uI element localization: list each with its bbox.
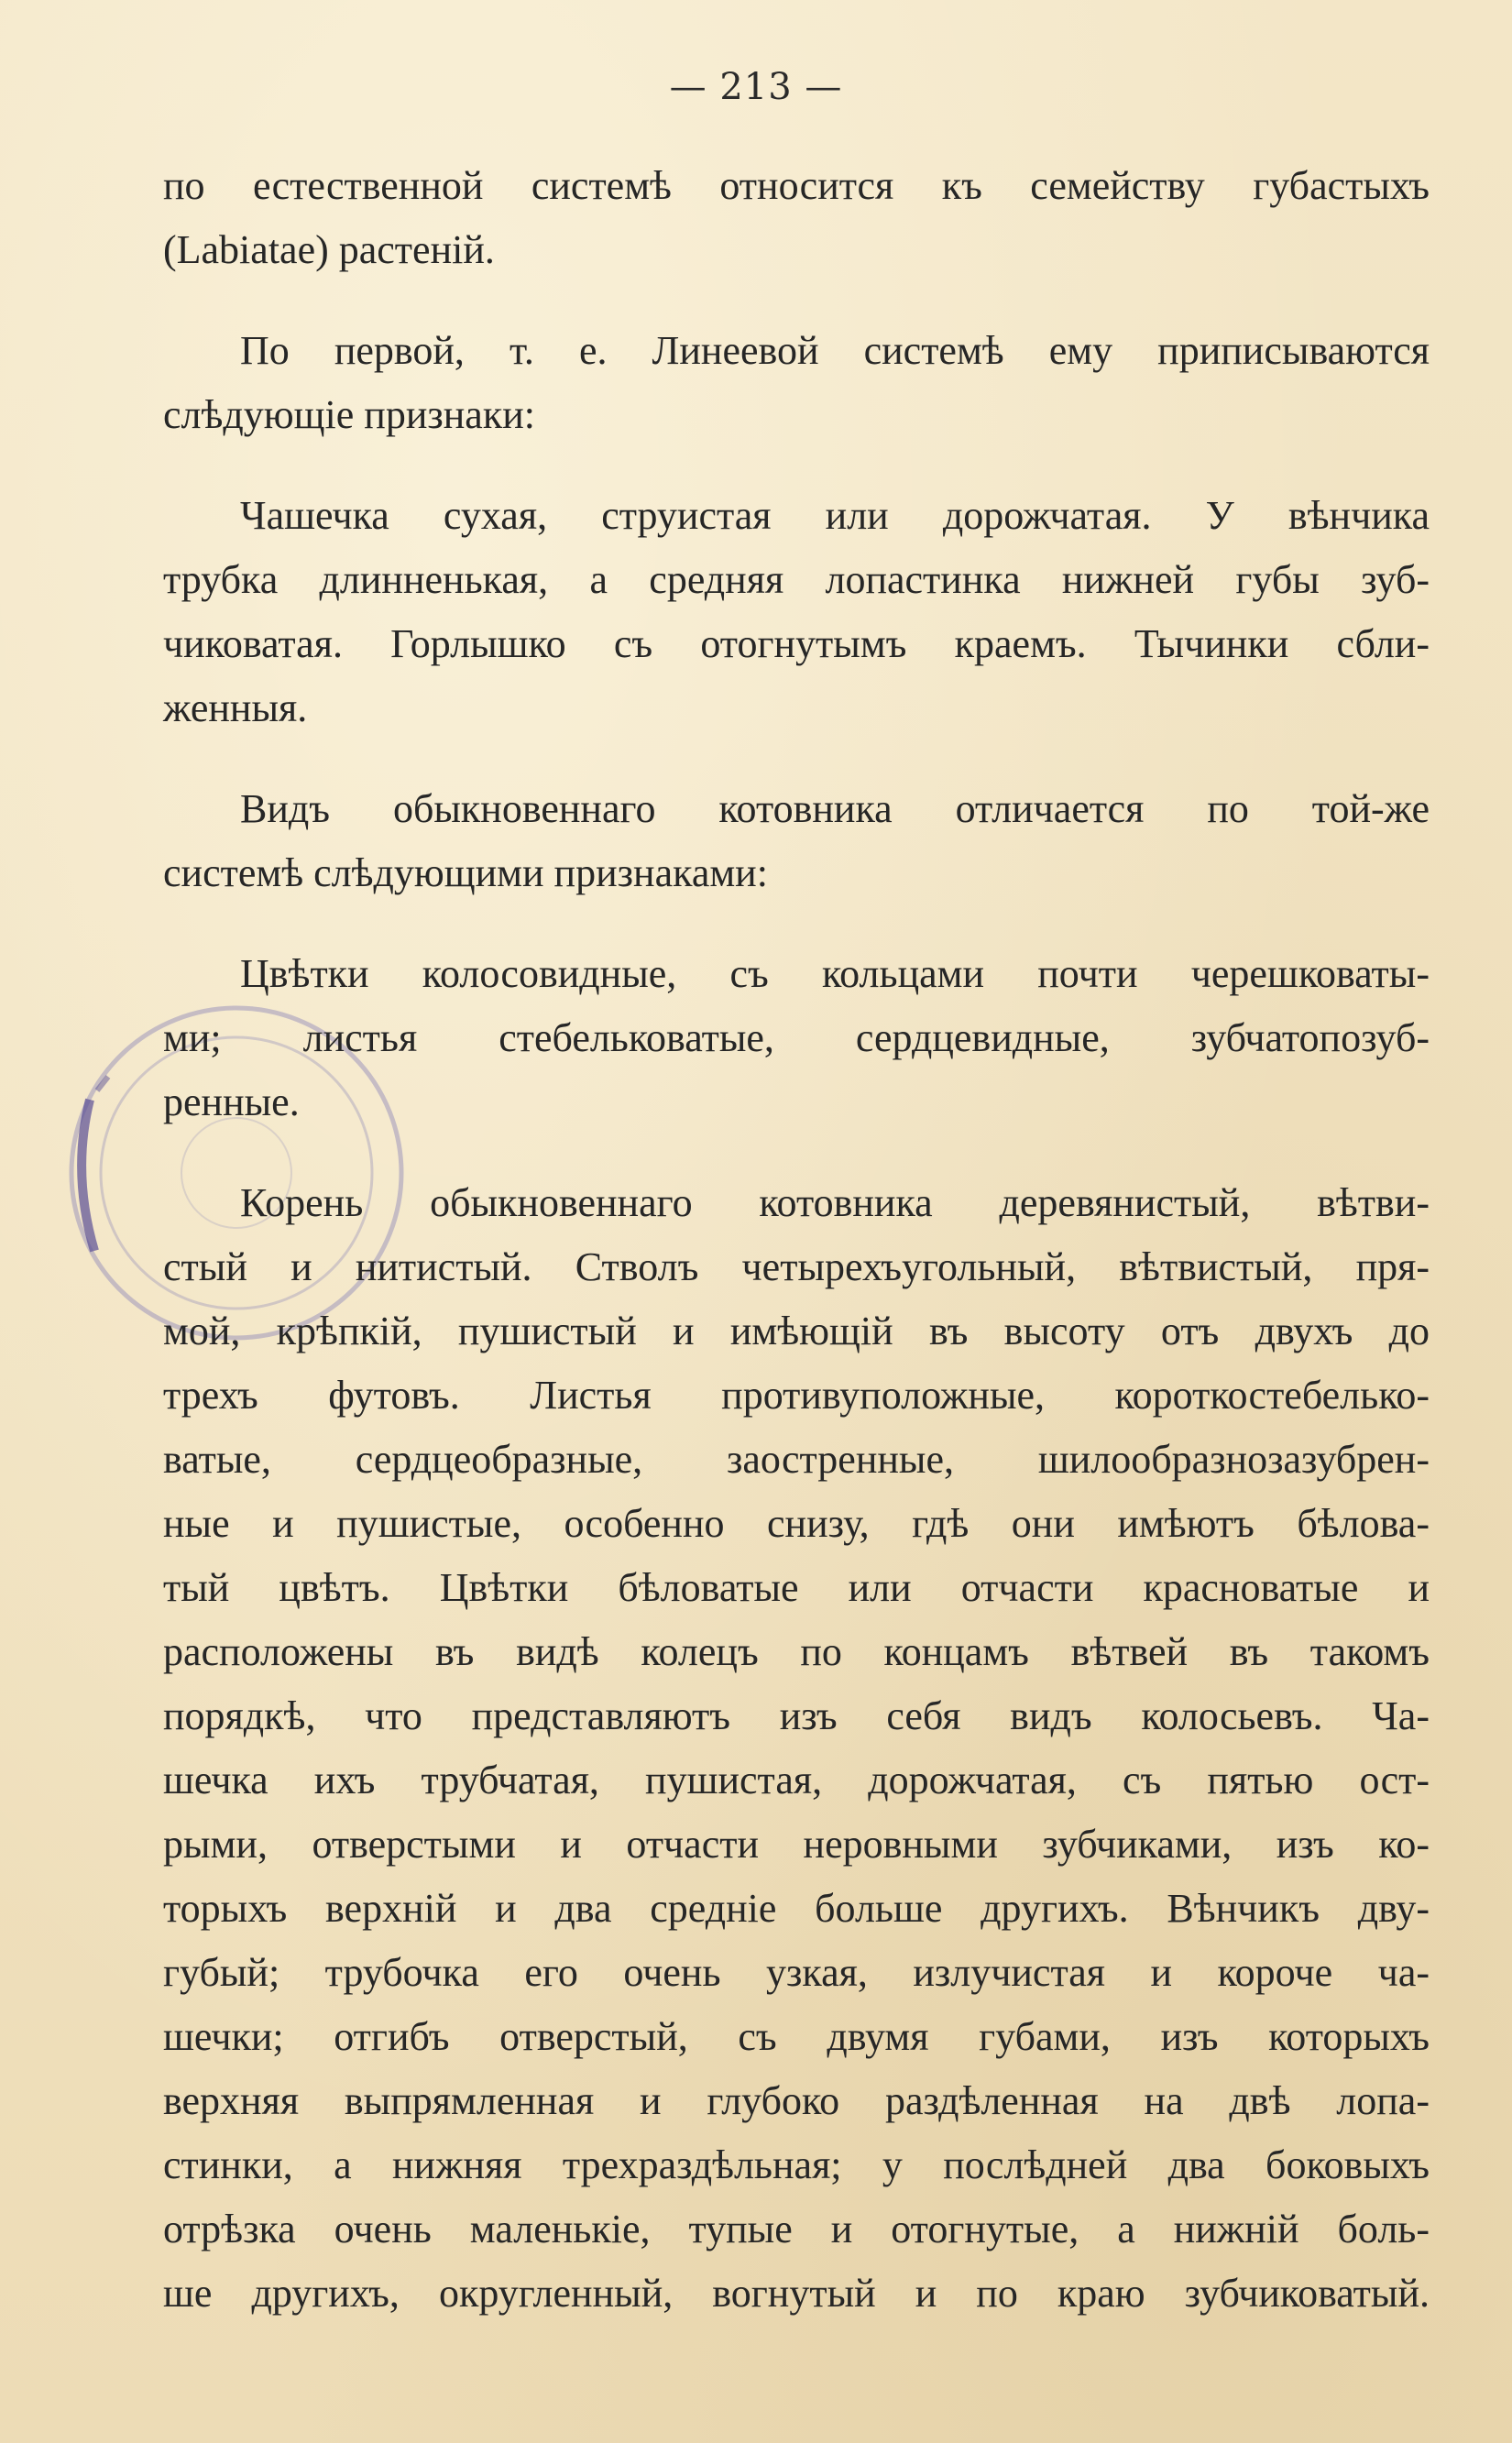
text-line: ватые, сердцеобразные, заостренные, шилообразнозазубрен- xyxy=(163,1437,1430,1482)
paragraph-3 xyxy=(163,484,1430,740)
paragraph-2 xyxy=(163,319,1430,447)
text-line: торыхъ верхній и два средніе больше другихъ. Вѣнчикъ дву- xyxy=(163,1886,1430,1931)
text-line: мой, крѣпкій, пушистый и имѣющій въ высоту отъ двухъ до xyxy=(163,1309,1430,1353)
paragraph-6 xyxy=(163,1171,1430,2326)
text-line: системѣ слѣдующими признаками: xyxy=(163,850,768,895)
text-line: трубка длинненькая, а средняя лопастинка нижней губы зуб- xyxy=(163,557,1430,602)
text-line: По первой, т. е. Линеевой системѣ ему приписываются xyxy=(240,328,1430,373)
text-line: стинки, а нижняя трехраздѣльная; у послѣдней два боковыхъ xyxy=(163,2142,1430,2187)
text-line: (Labiatae) растеній. xyxy=(163,227,495,272)
text-line: чиковатая. Горлышко съ отогнутымъ краемъ. Тычинки сбли- xyxy=(163,621,1430,666)
text-line: шечки; отгибъ отверстый, съ двумя губами, изъ которыхъ xyxy=(163,2014,1430,2059)
text-line: Видъ обыкновеннаго котовника отличается по той-же xyxy=(240,786,1430,831)
text-line: по естественной системѣ относится къ семейству губастыхъ xyxy=(163,163,1430,208)
text-line: Корень обыкновеннаго котовника деревянистый, вѣтви- xyxy=(240,1180,1430,1225)
page-number: — 213 — xyxy=(669,66,843,108)
text-line: губый; трубочка его очень узкая, излучистая и короче ча- xyxy=(163,1950,1430,1995)
text-line: тый цвѣтъ. Цвѣтки бѣловатые или отчасти красноватые и xyxy=(163,1565,1430,1610)
text-line: верхняя выпрямленная и глубоко раздѣленная на двѣ лопа- xyxy=(163,2078,1430,2123)
text-line: рыми, отверстыми и отчасти неровными зубчиками, изъ ко- xyxy=(163,1822,1430,1867)
text-line: трехъ футовъ. Листья противуположные, короткостебелько- xyxy=(163,1373,1430,1418)
text-line: ренные. xyxy=(163,1079,300,1124)
text-line: Чашечка сухая, струистая или дорожчатая. У вѣнчика xyxy=(240,493,1430,538)
page-text xyxy=(163,154,1430,2362)
text-line: шечка ихъ трубчатая, пушистая, дорожчатая, съ пятью ост- xyxy=(163,1758,1430,1802)
text-line: отрѣзка очень маленькіе, тупые и отогнутые, а нижній боль- xyxy=(163,2207,1430,2251)
text-line: женныя. xyxy=(163,685,308,730)
text-line: Цвѣтки колосовидные, съ кольцами почти черешковаты- xyxy=(240,951,1430,996)
text-line: стый и нитистый. Стволъ четырехъугольный, вѣтвистый, пря- xyxy=(163,1244,1430,1289)
text-line: слѣдующіе признаки: xyxy=(163,392,535,437)
text-line: ше другихъ, округленный, вогнутый и по краю зубчиковатый. xyxy=(163,2271,1430,2316)
text-line: ные и пушистые, особенно снизу, гдѣ они имѣютъ бѣлова- xyxy=(163,1501,1430,1546)
paragraph-1 xyxy=(163,154,1430,282)
text-line: ми; листья стебельковатые, сердцевидные, зубчатопозуб- xyxy=(163,1015,1430,1060)
paragraph-4 xyxy=(163,777,1430,905)
text-line: порядкѣ, что представляютъ изъ себя видъ колосьевъ. Ча- xyxy=(163,1693,1430,1738)
paragraph-5 xyxy=(163,942,1430,1134)
text-line: расположены въ видѣ колецъ по концамъ вѣтвей въ такомъ xyxy=(163,1629,1430,1674)
